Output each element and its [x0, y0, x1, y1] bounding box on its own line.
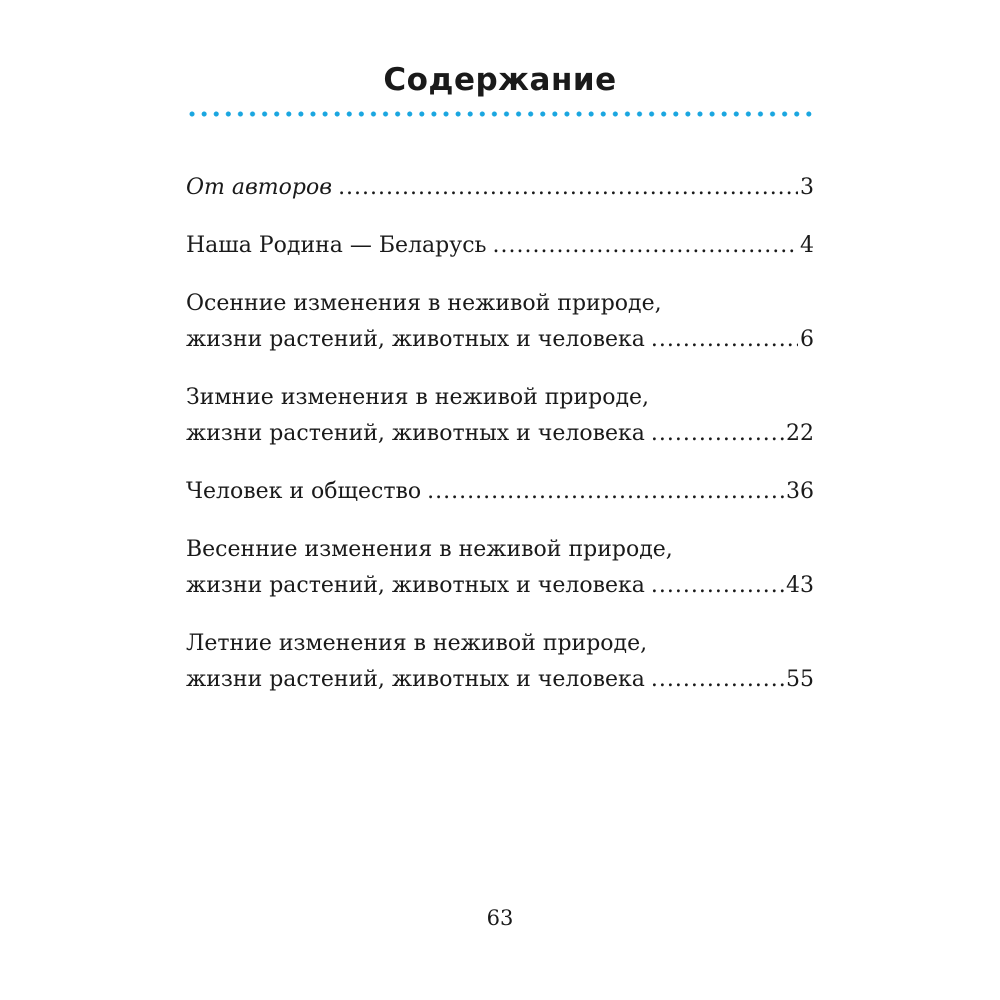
toc-entry-page-number: 3: [800, 175, 814, 200]
toc-entry[interactable]: [186, 380, 814, 452]
toc-entry-title: жизни растений, животных и человека: [186, 421, 645, 446]
toc-entry[interactable]: [186, 532, 814, 604]
page-title: Содержание: [383, 62, 617, 98]
table-of-contents: [186, 170, 814, 698]
toc-entry-title: Человек и общество: [186, 479, 422, 504]
toc-entry[interactable]: [186, 626, 814, 698]
dot-leader: [651, 416, 784, 452]
toc-entry-last-line: [186, 416, 814, 452]
toc-entry[interactable]: [186, 286, 814, 358]
toc-entry[interactable]: [186, 474, 814, 510]
dot-leader: [427, 474, 784, 510]
toc-entry-last-line: [186, 474, 814, 510]
toc-entry-title: Наша Родина — Беларусь: [186, 233, 487, 258]
toc-entry-last-line: [186, 228, 814, 264]
toc-entry-last-line: [186, 170, 814, 206]
dot-leader: [338, 170, 798, 206]
dot-leader: [651, 322, 798, 358]
toc-entry-page-number: 43: [786, 573, 814, 598]
toc-entry-title: жизни растений, животных и человека: [186, 667, 645, 692]
toc-entry-page-number: 22: [786, 421, 814, 446]
toc-entry-last-line: [186, 662, 814, 698]
toc-entry[interactable]: [186, 228, 814, 264]
dot-leader: [493, 228, 799, 264]
toc-entry-page-number: 55: [786, 667, 814, 692]
toc-entry-title-line: Осенние изменения в неживой природе,: [186, 291, 662, 316]
toc-entry-last-line: [186, 568, 814, 604]
toc-entry-page-number: 6: [800, 327, 814, 352]
toc-entry-title: жизни растений, животных и человека: [186, 327, 645, 352]
toc-entry-title-line: Зимние изменения в неживой природе,: [186, 385, 650, 410]
toc-entry[interactable]: [186, 170, 814, 206]
toc-entry-last-line: [186, 322, 814, 358]
toc-entry-page-number: 4: [800, 233, 814, 258]
dot-leader: [651, 568, 784, 604]
title-dotted-rule: [186, 110, 816, 118]
toc-entry-page-number: 36: [786, 479, 814, 504]
toc-entry-title: жизни растений, животных и человека: [186, 573, 645, 598]
toc-entry-title-line: Летние изменения в неживой природе,: [186, 631, 648, 656]
dot-leader: [651, 662, 784, 698]
toc-entry-title-line: Весенние изменения в неживой природе,: [186, 537, 673, 562]
toc-entry-title: От авторов: [186, 175, 333, 200]
page-number: 63: [486, 906, 514, 930]
